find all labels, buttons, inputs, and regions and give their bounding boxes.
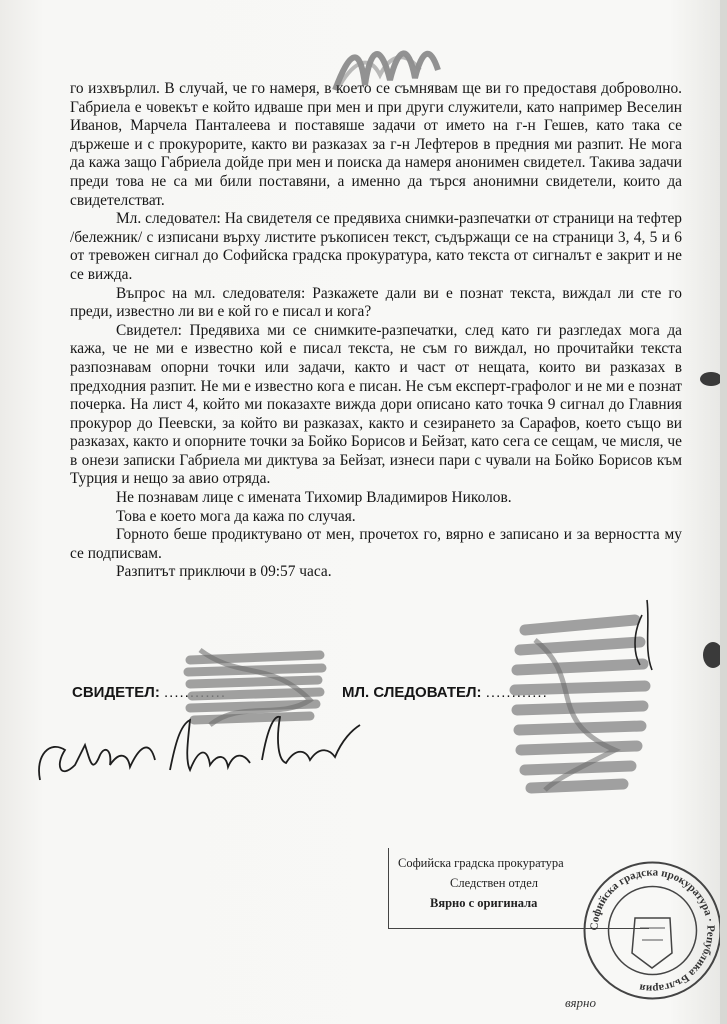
handwritten-signature xyxy=(30,705,370,795)
paragraph: го изхвърлил. В случай, че го намеря, в което се съмнявам ще ви го предоставя доброволно. Габриела е човекът е който идваше при мен и при други служители, като например Веселин Иванов, Марчела Панталеева и поставяше задачи от името на г-н Гешев, като така се държеше и с прокурорите, както ви разказах за г-н Лефтеров в предния ми разпит. Не мога да кажа защо Габриела дойде при мен и поиска да намеря анонимен свидетел. Такива задачи преди това не са ми били поставяни, а именно да търся анонимни свидетели, които да свидетелстват. xyxy=(70,80,682,209)
stamp-line-2: Следствен отдел xyxy=(450,876,539,890)
interrogation-text xyxy=(70,80,682,582)
footer-handwriting: вярно xyxy=(565,995,596,1010)
paragraph: Свидетел: Предявиха ми се снимките-разпечатки, след като ги разгледах мога да кажа, че не ми е известно кой е писал текста, не съм го виждал, но прочитайки текста разпознавам опорни точки или задачи, както и част от нещата, които ви разказах в предходния разпит. Не ми е известно кога е писан. Не съм експерт-графолог и не ми е познат почерка. На лист 4, който ми показахте вижда дори описано като точка 9 сигнал до Главния прокурор до Пеевски, за който ви разказах, както и сезирането за Сарафов, което също ви разказах, както и опорните точки за Бойко Борисов и Бейзат, като сега се сещам, че мисля, че в онези записки Габриела ми диктува за Бейзат, изнеси пари с чували на Бойко Борисов към Турция и нещо за авио отряда. xyxy=(70,321,682,488)
paragraph: Не познавам лице с имената Тихомир Владимиров Николов. xyxy=(116,489,512,507)
seal-text: Софийска градска прокуратура · Република България xyxy=(588,866,717,995)
stamp-line-3: Вярно с оригинала xyxy=(430,896,538,910)
investigator-label: МЛ. СЛЕДОВАТЕЛ: xyxy=(342,684,482,701)
signature-dots: ............ xyxy=(164,684,227,701)
witness-label: СВИДЕТЕЛ: xyxy=(72,684,160,701)
paragraph: Това е което мога да кажа по случая. xyxy=(116,507,356,525)
signature-dots: ............ xyxy=(485,684,548,701)
stamp-line-1: Софийска градска прокуратура xyxy=(398,856,564,870)
paragraph: Горното беше продиктувано от мен, прочетох го, вярно е записано и за верността му се подписвам. xyxy=(70,526,682,562)
punch-hole xyxy=(700,372,722,386)
paragraph: Разпитът приключи в 09:57 часа. xyxy=(116,563,332,581)
page-edge xyxy=(720,0,727,1024)
paragraph: Мл. следовател: На свидетеля се предявиха снимки-разпечатки от страници на тефтер /бележник/ с изписани върху листите ръкописен текст, съдържащи се на страници 3, 4, 5 и 6 от тревожен сигнал до Софийска градска прокуратура, като текста от сигналът е закрит и не се вижда. xyxy=(70,210,682,283)
pen-mark xyxy=(622,595,662,675)
round-seal xyxy=(580,858,725,1003)
svg-text:Софийска градска прокуратура · xyxy=(588,866,716,994)
paragraph: Въпрос на мл. следователя: Разкажете дали ви е познат текста, виждал ли сте го преди, известно ли ви е кой го е писал и кога? xyxy=(70,284,682,321)
